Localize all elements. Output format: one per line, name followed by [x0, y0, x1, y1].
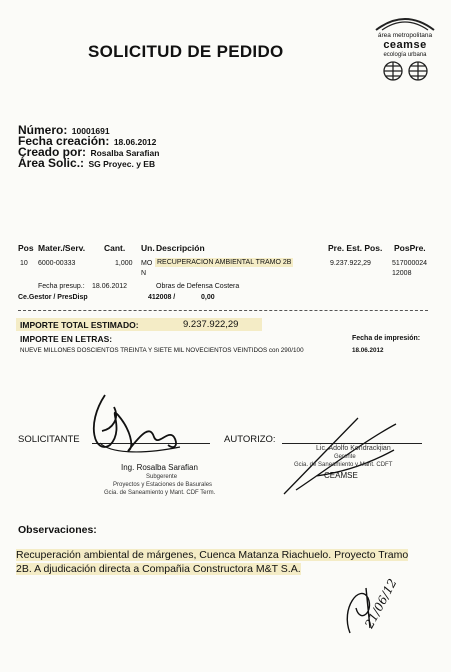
- col-pospre: PosPre.: [394, 243, 426, 253]
- row-un2: N: [141, 270, 147, 277]
- left-signer-line3: Proyectos y Estaciones de Basurales: [113, 482, 213, 488]
- gestor-value: 412008 /: [148, 294, 176, 301]
- col-pos: Pos: [18, 243, 34, 253]
- row-pos: 10: [20, 260, 28, 267]
- importe-total-value: 9.237.922,29: [183, 319, 239, 330]
- handwritten-date: 21/06/12: [362, 576, 400, 631]
- logo-brand: ceamse: [383, 39, 427, 51]
- fecha-value: 18.06.2012: [113, 137, 157, 147]
- right-signer-org: CEAMSE: [324, 471, 358, 480]
- numero-label: Número:: [18, 123, 68, 137]
- solicitante-signature-icon: [80, 385, 190, 465]
- left-signer-role: Subgerente: [146, 474, 178, 480]
- fecha-impresion-value: 18.06.2012: [352, 347, 384, 354]
- area-row: [18, 154, 155, 172]
- left-signer-name: Ing. Rosalba Sarafian: [121, 463, 198, 472]
- logo-globes-icon: [368, 60, 442, 82]
- col-mater: Mater./Serv.: [38, 243, 86, 253]
- fecha-impresion-label: Fecha de impresión:: [352, 335, 421, 342]
- logo-arc-icon: [368, 12, 442, 32]
- row-pospre2: 12008: [392, 270, 412, 277]
- presup-value: 18.06.2012: [92, 283, 128, 290]
- right-signer-role: Gerente: [334, 454, 356, 460]
- importe-total-label: IMPORTE TOTAL ESTIMADO:: [20, 320, 139, 330]
- right-signer-line3: Gcia. de Saneamiento y Mant. CDFT: [294, 462, 393, 468]
- logo-line2: ecología urbana: [383, 52, 427, 58]
- row-desc: RECUPERACION AMBIENTAL TRAMO 2B: [157, 259, 292, 266]
- creado-label: Creado por:: [18, 145, 87, 159]
- observaciones-line1: Recuperación ambiental de márgenes, Cuenca Matanza Riachuelo. Proyecto Tramo: [16, 549, 409, 561]
- row-precio: 9.237.922,29: [330, 260, 371, 267]
- col-un: Un.: [141, 243, 155, 253]
- area-label: Área Solic.:: [18, 156, 85, 170]
- observaciones-text: [16, 548, 441, 576]
- importe-letras-text: NUEVE MILLONES DOSCIENTOS TREINTA Y SIETE MIL NOVECIENTOS VEINTIDOS con 290/100: [20, 347, 304, 354]
- importe-letras-label: IMPORTE EN LETRAS:: [20, 334, 113, 344]
- left-signer-line4: Gcia. de Saneamiento y Mant. CDF Term.: [104, 490, 216, 496]
- observaciones-line2: 2B. A djudicación directa a Compañia Constructora M&T S.A.: [16, 563, 301, 575]
- obras-text: Obras de Defensa Costera: [156, 283, 240, 290]
- col-cant: Cant.: [104, 243, 126, 253]
- divider: [18, 310, 428, 311]
- observaciones-label: Observaciones:: [18, 524, 97, 536]
- numero-value: 10001691: [71, 126, 110, 136]
- presup-label: Fecha presup.:: [38, 283, 85, 290]
- creado-value: Rosalba Sarafian: [90, 148, 160, 158]
- col-precio: Pre. Est. Pos.: [328, 243, 383, 253]
- autorizo-label: AUTORIZO:: [224, 434, 276, 445]
- area-value: SG Proyec. y EB: [88, 159, 156, 169]
- row-pospre1: 517000024: [392, 260, 428, 267]
- gestor-amount: 0,00: [201, 294, 215, 301]
- row-cant: 1,000: [115, 260, 133, 267]
- fecha-label: Fecha creación:: [18, 134, 110, 148]
- col-desc: Descripción: [156, 243, 205, 253]
- right-signer-name: Lic. Adolfo Kondrackjian: [316, 445, 391, 452]
- document-title: SOLICITUD DE PEDIDO: [88, 42, 284, 61]
- logo-line1: área metropolitana: [377, 32, 433, 39]
- row-un1: MO: [141, 260, 153, 267]
- ceamse-logo: [368, 12, 442, 82]
- row-mater: 6000-00333: [38, 260, 76, 267]
- gestor-label: Ce.Gestor / PresDisp: [18, 294, 88, 301]
- solicitante-label: SOLICITANTE: [18, 434, 80, 445]
